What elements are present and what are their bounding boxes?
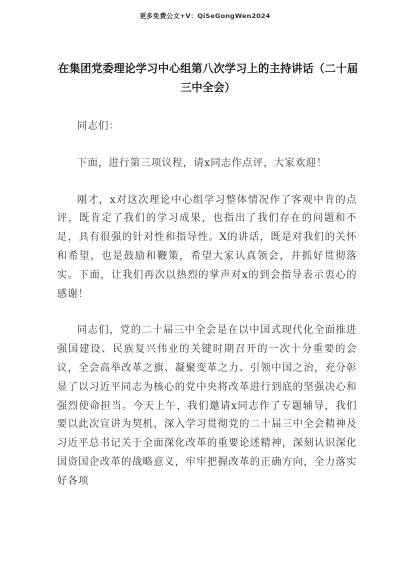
paragraph-1: 下面，进行第三项议程，请x同志作点评，大家欢迎！ (77, 157, 328, 169)
greeting: 同志们： (77, 121, 120, 132)
document-body (57, 118, 357, 510)
paragraph-2: 刚才，x对这次理论中心组学习整体情况作了客观中肯的点评，既肯定了我们的学习成果，也指出了我们存在的问题和不足，具有很强的针对性和指导性。X的讲话，既是对我们的关怀和希望，也是鼓励和鞭策，希望大家认真领会，并抓好贯彻落实。下面，让我们再次以热烈的掌声对x的到会指导表示衷心的感谢！ (57, 194, 357, 300)
document-title: 在集团党委理论学习中心组第八次学习上的主持讲话（二十届三中全会） (58, 62, 358, 94)
paragraph-3: 同志们，党的二十届三中全会是在以中国式现代化全面推进强国建设、民族复兴伟业的关键时期召开的一次十分重要的会议，全会高举改革之旗、凝聚变革之力、引领中国之治，充分彰显了以习近平同志为核心的党中央将改革进行到底的坚强决心和强烈使命担当。今天上午，我们邀请x同志作了专题辅导，我们要以此次宣讲为契机，深入学习贯彻党的二十届三中全会精神及习近平总书记关于全面深化改革的重要论述精神，深刻认识深化国资国企改革的战略意义，牢牢把握改革的正确方向，全力落实好各项 (57, 325, 357, 487)
header-watermark: 更多免费公文+V：QiSeGongWen2024 (139, 12, 271, 20)
